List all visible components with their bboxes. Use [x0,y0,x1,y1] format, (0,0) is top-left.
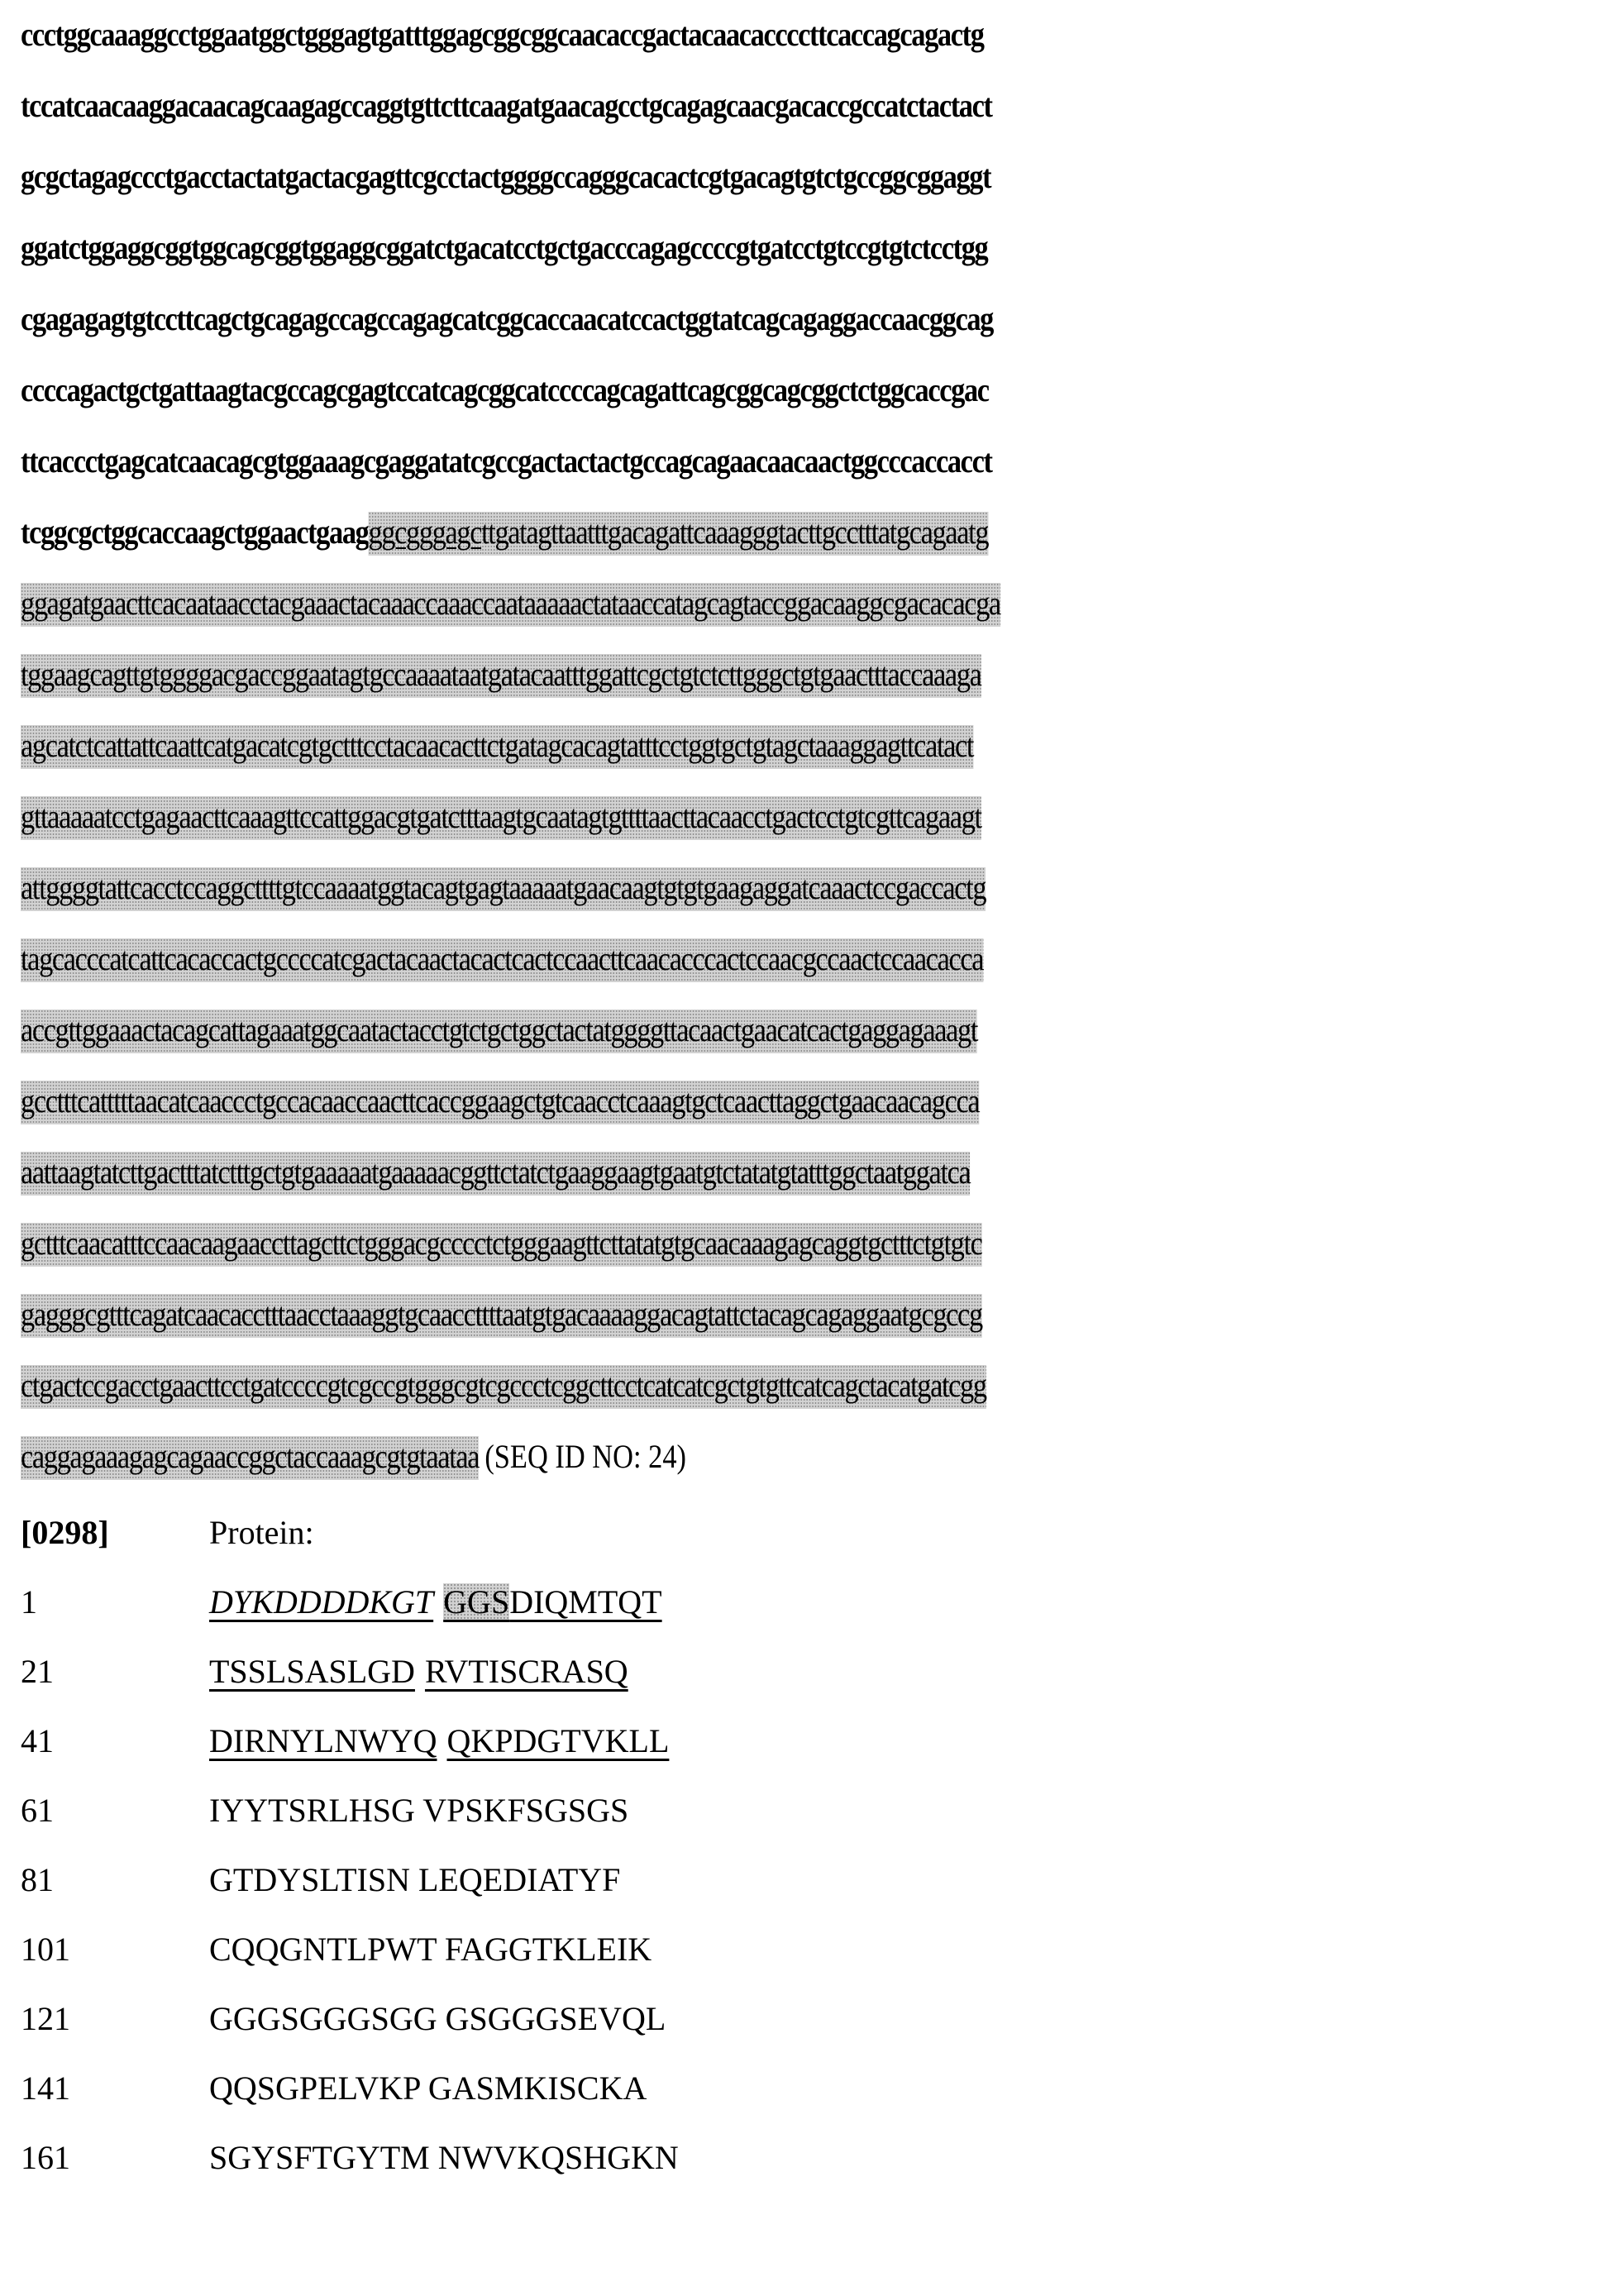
protein-row [21,1583,1618,1655]
dna-shaded-line [21,871,1585,943]
dna-shaded-underlined-segment: ggcgggagc [368,512,481,556]
protein-block: LEQEDIATYF [418,1861,621,1898]
residue-position: 21 [21,1653,54,1690]
dna-shaded-segment: aattaagtatcttgactttatctttgctgtgaaaaatgaaaaacggttctatctgaaggaagtgaatgtctatatgtatttggctaatggatca [21,1152,970,1196]
protein-row [21,2069,1618,2141]
protein-block: GSGGGSEVQL [445,2000,666,2037]
dna-shaded-segment: caggagaaagagcagaaccggctaccaaagcgtgtaataa [21,1436,479,1480]
protein-row [21,2002,1618,2072]
residue-position: 81 [21,1861,54,1898]
dna-shaded-segment: gcctttcatttttaacatcaaccctgccacaaccaacttcaccggaagctgtcaacctcaaagtgctcaacttaggctgaacaacagcca [21,1081,979,1124]
protein-block: FAGGTKLEIK [444,1931,652,1968]
protein-block: GASMKISCKA [427,2069,647,2107]
protein-block: NWVKQSHGKN [437,2139,679,2176]
protein-row [21,1861,1618,1933]
dna-shaded-line [21,940,1585,1014]
dna-shaded-line [21,1298,1585,1369]
protein-block: DYKDDDDKGT [209,1583,434,1621]
dna-shaded-segment: accgttggaaactacagcattagaaatggcaatactacctgtctgctggctactatggggttacaactgaacatcactgaggagaaagt [21,1010,977,1053]
dna-line: ccctggcaaaggcctggaatggctgggagtgatttggagcggcggcaacaccgactacaacaccccttcaccagcagactg [21,16,984,53]
protein-heading: Protein: [209,1514,314,1551]
residue-position: 141 [21,2069,70,2107]
paragraph-header [21,1516,1618,1586]
protein-section [21,1516,1618,2211]
dna-shaded-line [21,658,1585,729]
dna-shaded-line [21,729,1585,800]
residue-position: 41 [21,1722,54,1759]
dna-shaded-segment: ggagatgaacttcacaataacctacgaaactacaaaccaaaccaataaaaactataaccatagcagtaccggacaaggcgacacacga [21,583,1000,627]
protein-block: DIRNYLNWYQ [209,1722,437,1759]
dna-plain-segment: tcggcgctggcaccaagctggaactgaag [21,513,369,551]
dna-sequence-block [21,18,1618,1511]
dna-final-line [21,1440,1585,1511]
residue-position: 61 [21,1792,54,1829]
dna-transition-line [21,513,1585,587]
residue-position: 161 [21,2139,70,2176]
protein-row [21,1722,1618,1794]
protein-block: SGYSFTGYTM [209,2139,430,2176]
protein-row [21,1655,1618,1725]
dna-line: ggatctggaggcggtggcagcggtggaggcggatctgacatcctgctgacccagagccccgtgatcctgtccgtgtctcctgg [21,229,988,266]
dna-shaded-line [21,1011,1585,1085]
residue-position: 121 [21,2000,70,2037]
protein-block: GGGSGGGSGG [209,2000,437,2037]
dna-line: ccccagactgctgattaagtacgccagcgagtccatcagcggcatccccagcagattcagcggcagcggctctggcaccgac [21,371,989,408]
protein-block: RVTISCRASQ [424,1653,628,1690]
patent-page [0,18,1618,2211]
residue-position: 101 [21,1931,70,1968]
protein-block: QQSGPELVKP [209,2069,420,2107]
dna-line: gcgctagagccctgacctactatgactacgagttcgcctactggggccagggcacactcgtgacagtgtctgccggcggaggt [21,158,991,195]
dna-shaded-segment: gttaaaaatcctgagaacttcaaagttccattggacgtgatctttaagtgcaatagtgttttaacttacaacctgactcctgtcgttcagaagt [21,796,981,840]
dna-line: tccatcaacaaggacaacagcaagagccaggtgttcttcaagatgaacagcctgcagagcaacgacaccgccatctactact [21,87,992,124]
dna-shaded-segment: ttgatagttaatttgacagattcaaagggtacttgcctttatgcagaatg [481,512,988,556]
protein-row [21,1794,1618,1864]
dna-line: ttcaccctgagcatcaacagcgtggaaagcgaggatatcgccgactactactgccagcagaacaacaactggcccaccacct [21,442,992,480]
protein-block: CQQGNTLPWT [209,1931,437,1968]
dna-shaded-segment: gagggcgtttcagatcaacacctttaacctaaaggtgcaaccttttaatgtgacaaaaggacagtattctacagcagaggaatgcgccg [21,1294,982,1338]
dna-shaded-segment: gctttcaacatttccaacaagaaccttagcttctgggacgcccctctgggaagttcttatatgtgcaacaaagagcaggtgctttctgtgtc [21,1223,982,1267]
seq-id-label: (SEQ ID NO: 24) [484,1438,686,1475]
protein-block: VPSKFSGSGS [422,1792,629,1829]
dna-shaded-line [21,587,1585,658]
protein-row [21,2141,1618,2211]
protein-block: DIQMTQT [509,1583,662,1621]
dna-shaded-segment: attggggtattcacctccaggcttttgtccaaaatggtacagtgagtaaaaatgaacaagtgtgtgaagaggatcaaactccgaccactg [21,867,986,911]
dna-shaded-line [21,1153,1585,1227]
protein-block: QKPDGTVKLL [446,1722,670,1759]
protein-shaded-segment: GGS [443,1583,510,1621]
dna-shaded-line [21,1369,1585,1440]
protein-block: TSSLSASLGD [209,1653,415,1690]
protein-block: IYYTSRLHSG [209,1792,415,1829]
paragraph-number: [0298] [21,1514,109,1551]
dna-shaded-segment: agcatctcattattcaattcatgacatcgtgctttcctacaacacttctgatagcacagtatttcctggtgctgtagctaaaggagttcatact [21,725,973,769]
dna-shaded-segment: tggaagcagttgtggggacgaccggaatagtgccaaaataatgatacaatttggattcgctgtctcttgggctgtgaactttaccaaaga [21,654,981,698]
dna-shaded-line [21,1224,1585,1298]
protein-row [21,1933,1618,2002]
dna-shaded-line [21,1082,1585,1156]
residue-position: 1 [21,1583,37,1621]
dna-line: cgagagagtgtccttcagctgcagagccagccagagcatcggcaccaacatccactggtatcagcagaggaccaacggcag [21,300,994,337]
dna-shaded-segment: tagcacccatcattcacaccactgccccatcgactacaactacactcactccaacttcaacacccactccaacgccaactccaacacca [21,938,983,982]
protein-block: GTDYSLTISN [209,1861,410,1898]
dna-shaded-line [21,800,1585,871]
dna-shaded-segment: ctgactccgacctgaacttcctgatccccgtcgccgtgggcgtcgccctcggcttcctcatcatcgctgtgttcatcagctacatgatcgg [21,1365,986,1409]
